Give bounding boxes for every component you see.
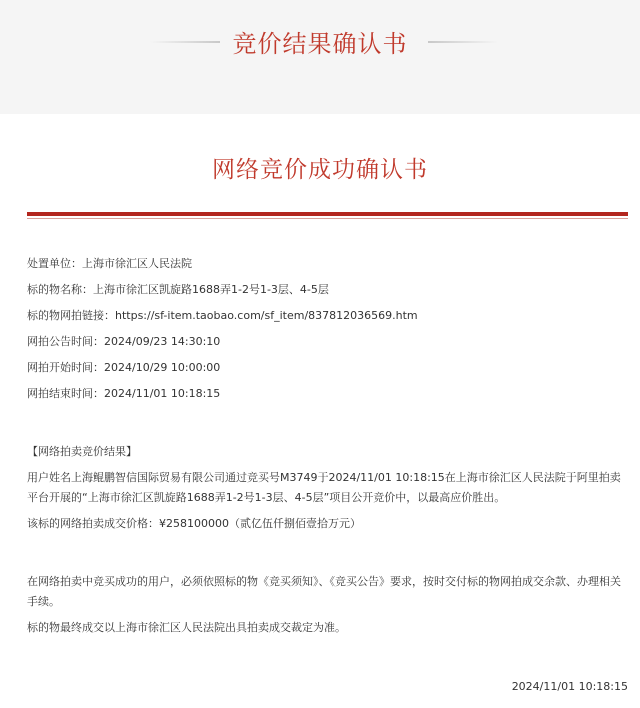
footer-timestamp: 2024/11/01 10:18:15: [511, 680, 628, 693]
field-label: 标的物网拍链接：: [27, 309, 115, 322]
result-paragraph: 用户姓名上海鲲鹏智信国际贸易有限公司通过竞买号M3749于2024/11/01 10:18:15在上海市徐汇区人民法院于阿里拍卖平台开展的“上海市徐汇区凯旋路1688弄1-2号1-3层、4-5层”项目公开竞价中，以最高应价胜出。: [27, 471, 621, 504]
field-auction-link: [27, 306, 418, 326]
top-banner: [0, 0, 640, 112]
document-card: [0, 114, 640, 708]
title-divider: [27, 212, 628, 216]
field-start-time: [27, 358, 220, 378]
auction-link[interactable]: https://sf-item.taobao.com/sf_item/837812036569.htm: [115, 309, 418, 322]
field-label: 处置单位：: [27, 257, 82, 270]
field-label: 网拍开始时间：: [27, 361, 104, 374]
field-end-time: [27, 384, 220, 404]
banner-title: 竞价结果确认书: [232, 30, 408, 58]
field-label: 标的物名称：: [27, 283, 93, 296]
field-value: 2024/10/29 10:00:00: [104, 361, 221, 374]
field-announce-time: [27, 332, 220, 352]
banner-decor-line-right: [428, 41, 498, 43]
field-label: 网拍公告时间：: [27, 335, 104, 348]
result-heading: 【网络拍卖竞价结果】: [27, 445, 137, 458]
document-title: 网络竞价成功确认书: [212, 157, 428, 183]
field-item-name: [27, 280, 329, 300]
field-value: 2024/09/23 14:30:10: [104, 335, 221, 348]
price-line: 该标的网络拍卖成交价格：¥258100000（贰亿伍仟捌佰壹拾万元）: [27, 517, 361, 530]
final-line: 标的物最终成交以上海市徐汇区人民法院出具拍卖成交裁定为准。: [27, 621, 346, 634]
notice-paragraph: 在网络拍卖中竞买成功的用户，必须依照标的物《竞买须知》、《竞买公告》要求，按时交付标的物网拍成交余款、办理相关手续。: [27, 575, 621, 608]
field-label: 网拍结束时间：: [27, 387, 104, 400]
field-disposal-unit: [27, 254, 192, 274]
field-value: 上海市徐汇区凯旋路1688弄1-2号1-3层、4-5层: [93, 283, 329, 296]
title-divider-thin: [27, 218, 628, 219]
field-value: 上海市徐汇区人民法院: [82, 257, 192, 270]
field-value: 2024/11/01 10:18:15: [104, 387, 221, 400]
